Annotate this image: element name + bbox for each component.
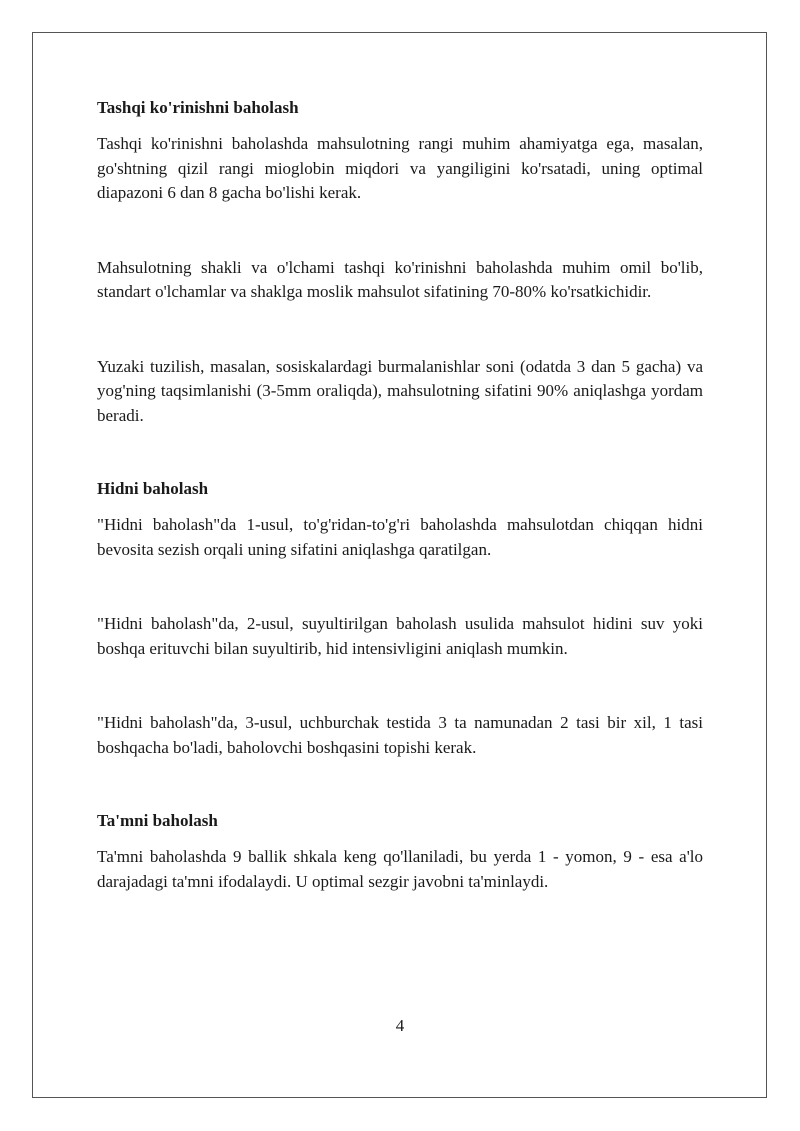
section-heading-taste: Ta'mni baholash [97,811,218,830]
paragraph-spacer [97,661,703,711]
paragraph: "Hidni baholash"da, 3-usul, uchburchak testida 3 ta namunadan 2 tasi bir xil, 1 tasi boshqacha bo'ladi, baholovchi boshqasini topishi kerak. [97,713,703,757]
paragraph-spacer [97,305,703,355]
paragraph-spacer [97,206,703,256]
paragraph: Mahsulotning shakli va o'lchami tashqi ko'rinishni baholashda muhim omil bo'lib, standart o'lchamlar va shaklga moslik mahsulot sifatining 70-80% ko'rsatkichidir. [97,257,703,301]
document-body [97,96,703,894]
paragraph: "Hidni baholash"da, 2-usul, suyultirilgan baholash usulida mahsulot hidini suv yoki boshqa erituvchi bilan suyultirib, hid intensivligini aniqlash mumkin. [97,614,703,658]
section-heading-appearance: Tashqi ko'rinishni baholash [97,98,299,117]
section-spacer [97,760,703,809]
paragraph: Ta'mni baholashda 9 ballik shkala keng qo'llaniladi, bu yerda 1 - yomon, 9 - esa a'lo darajadagi ta'mni ifodalaydi. U optimal sezgir javobni ta'minlaydi. [97,847,703,891]
paragraph: Yuzaki tuzilish, masalan, sosiskalardagi burmalanishlar soni (odatda 3 dan 5 gacha) va yog'ning taqsimlanishi (3-5mm oraliqda), mahsulotning sifatini 90% aniqlashga yordam beradi. [97,356,703,425]
page-number: 4 [395,1016,405,1035]
paragraph: Tashqi ko'rinishni baholashda mahsulotning rangi muhim ahamiyatga ega, masalan, go'shtning qizil rangi mioglobin miqdori va yangiligini ko'rsatadi, uning optimal diapazoni 6 dan 8 gacha bo'lishi kerak. [97,134,703,202]
paragraph: "Hidni baholash"da 1-usul, to'g'ridan-to'g'ri baholashda mahsulotdan chiqqan hidni bevosita sezish orqali uning sifatini aniqlashga qaratilgan. [97,515,703,559]
section-heading-smell: Hidni baholash [97,479,209,498]
section-spacer [97,428,703,477]
paragraph-spacer [97,562,703,612]
